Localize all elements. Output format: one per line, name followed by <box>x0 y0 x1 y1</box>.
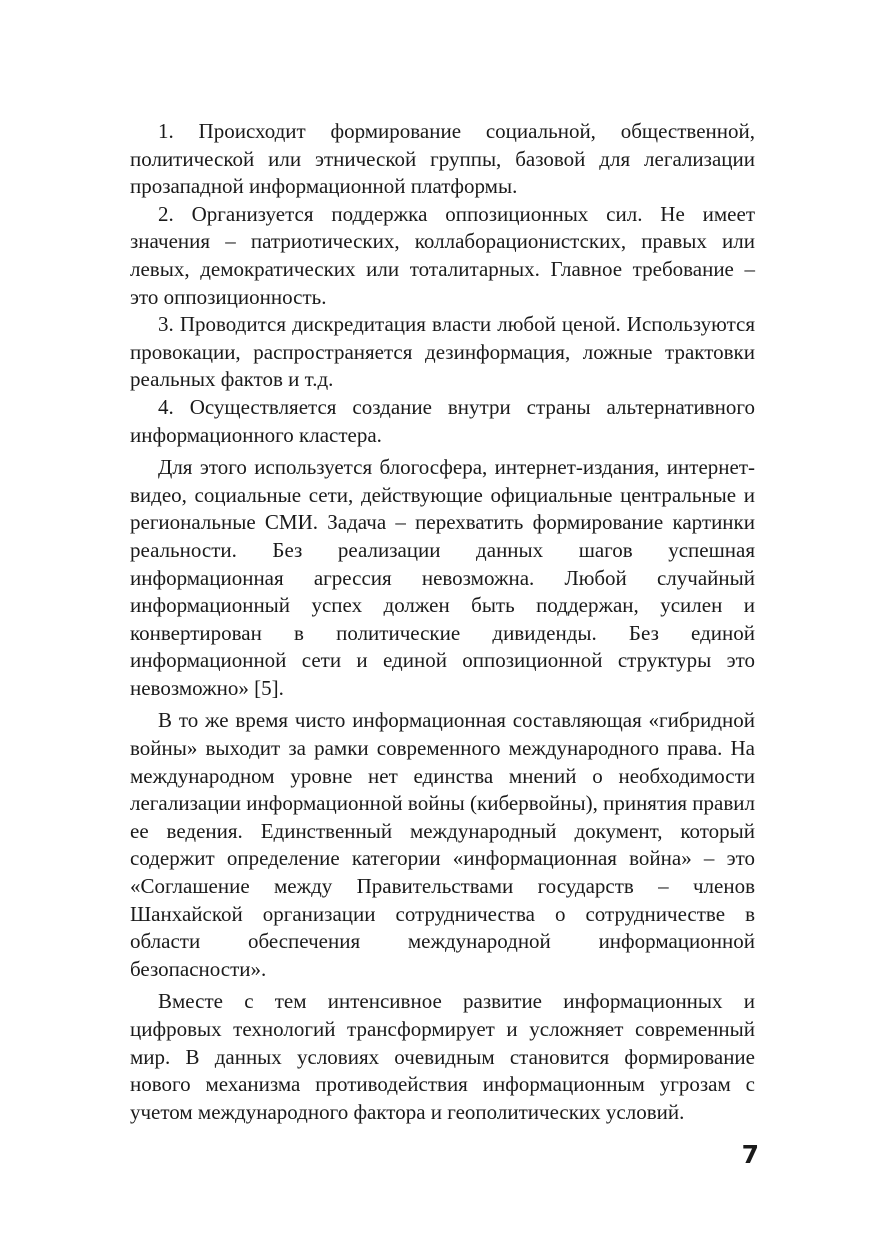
page-body <box>130 118 755 1126</box>
paragraph-item-1: 1. Происходит формирование социальной, общественной, политической или этнической группы, базовой для легализации прозападной информационной платформы. <box>130 119 755 199</box>
paragraph-digital-tech: Вместе с тем интенсивное развитие информационных и цифровых технологий трансформирует и усложняет современный мир. В данных условиях очевидным становится формирование нового механизма противодействия информационным угрозам с учетом международного фактора и геополитических условий. <box>130 989 755 1124</box>
page-number: 7 <box>741 1140 759 1169</box>
paragraph-blogosphere: Для этого используется блогосфера, интернет-издания, интернет-видео, социальные сети, действующие официальные центральные и региональные СМИ. Задача – перехватить формирование картинки реальности. Без реализации данных шагов успешная информационная агрессия невозможна. Любой случайный информационный успех должен быть поддержан, усилен и конвертирован в политические дивиденды. Без единой информационной сети и единой оппозиционной структуры это невозможно» [5]. <box>130 455 755 700</box>
paragraph-item-4: 4. Осуществляется создание внутри страны альтернативного информационного кластера. <box>130 394 755 447</box>
paragraph-item-3: 3. Проводится дискредитация власти любой ценой. Используются провокации, распространяется дезинформация, ложные трактовки реальных фактов и т.д. <box>130 312 755 392</box>
paragraph-item-2: 2. Организуется поддержка оппозиционных сил. Не имеет значения – патриотических, коллаборационистских, правых или левых, демократических или тоталитарных. Главное требование – это оппозиционность. <box>130 201 755 309</box>
paragraph-hybrid-war: В то же время чисто информационная составляющая «гибридной войны» выходит за рамки современного международного права. На международном уровне нет единства мнений о необходимости легализации информационной войны (кибервойны), принятия правил ее ведения. Единственный международный документ, который содержит определение категории «информационная война» – это «Соглашение между Правительствами государств – членов Шанхайской организации сотрудничества о сотрудничестве в области обеспечения международной информационной безопасности». <box>130 708 755 981</box>
